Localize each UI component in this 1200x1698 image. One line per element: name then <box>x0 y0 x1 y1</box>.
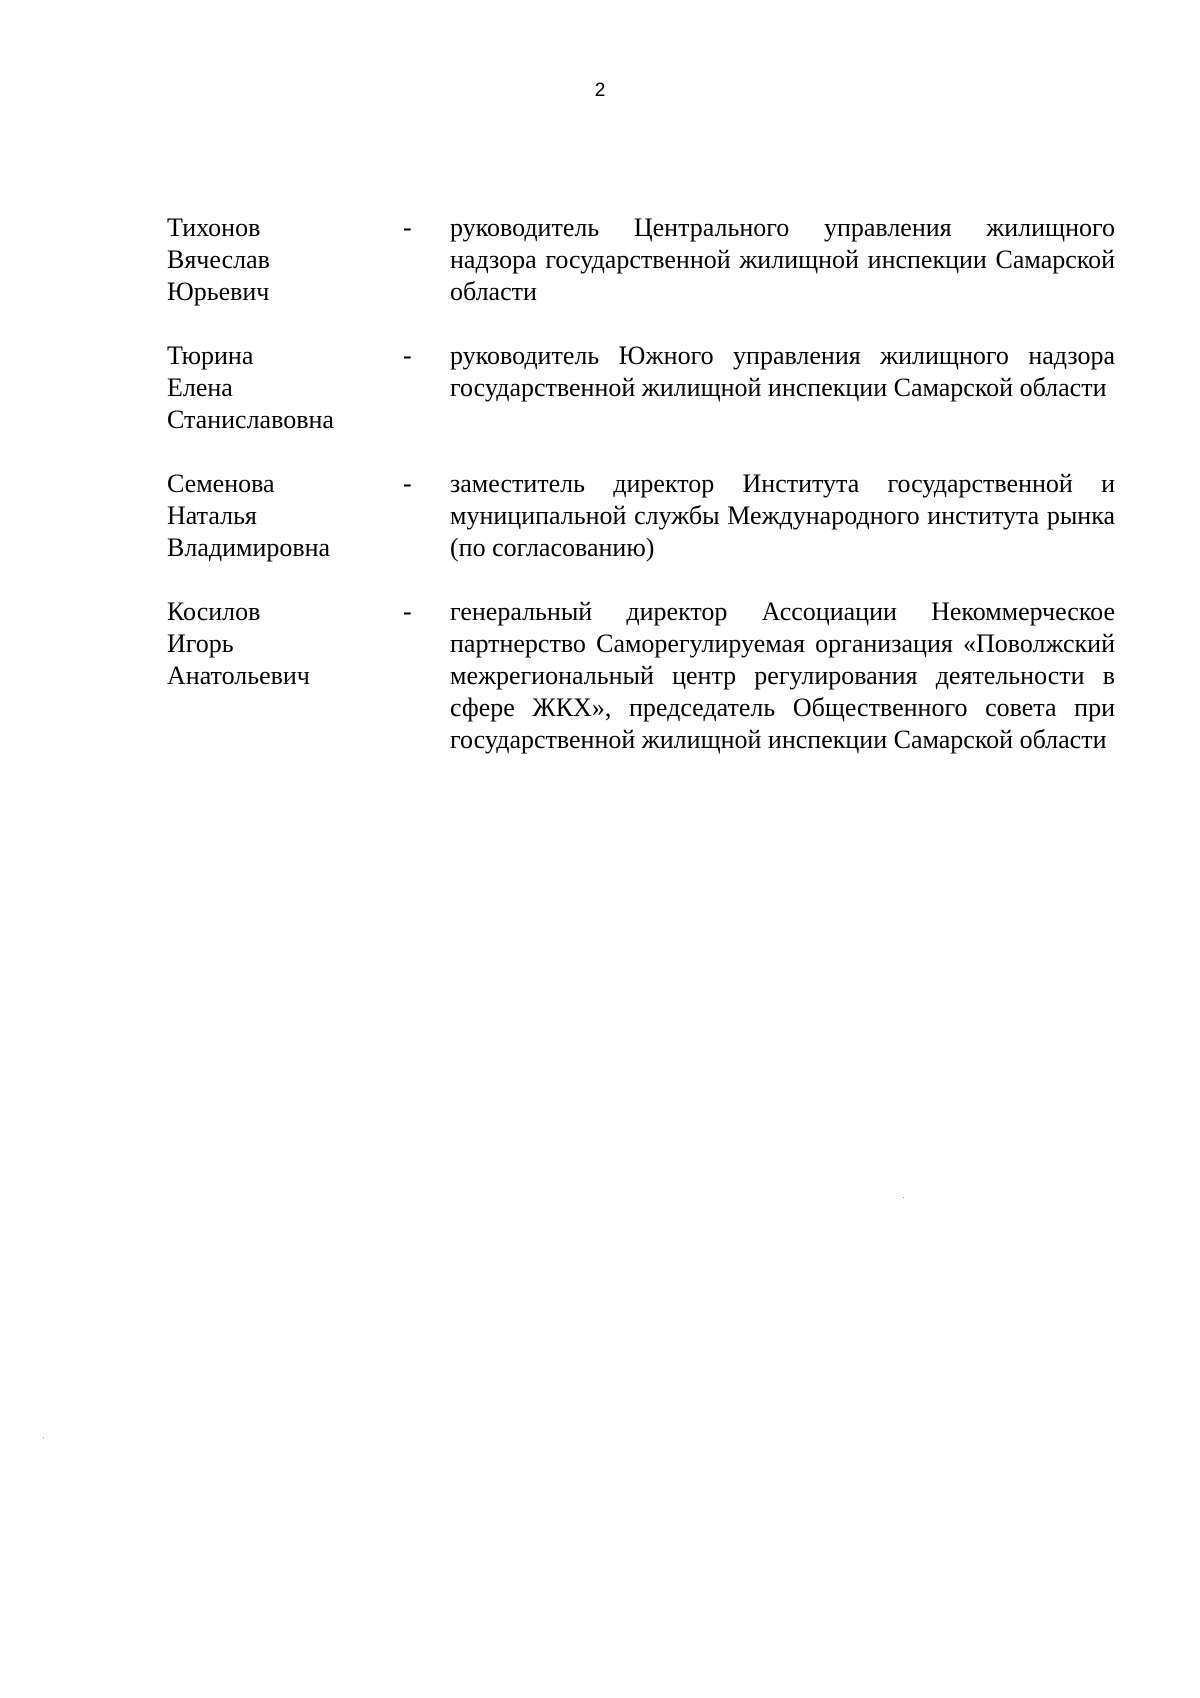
scan-speck <box>903 1197 904 1198</box>
member-dash: - <box>403 341 412 370</box>
member-surname: Тихонов <box>167 213 261 242</box>
member-name <box>167 212 397 308</box>
member-name <box>167 468 397 564</box>
member-role: руководитель Южного управления жилищного надзора государственной жилищной инспекции Самарской области <box>450 341 1115 402</box>
member-surname: Тюрина <box>167 341 254 370</box>
scan-speck <box>43 1437 44 1438</box>
member-first-name: Елена <box>167 373 233 402</box>
member-patronymic: Юрьевич <box>167 277 270 306</box>
member-entry <box>167 468 1115 564</box>
member-name <box>167 340 397 436</box>
member-first-name: Вячеслав <box>167 245 270 274</box>
member-first-name: Игорь <box>167 629 234 658</box>
member-role: генеральный директор Ассоциации Некоммерческое партнерство Саморегулируемая организация «Поволжский межрегиональный центр регулирования деятельности в сфере ЖКХ», председатель Общественного совета при государственной жилищной инспекции Самарской области <box>450 597 1115 754</box>
member-entry <box>167 212 1115 308</box>
member-patronymic: Анатольевич <box>167 661 310 690</box>
member-surname: Семенова <box>167 469 275 498</box>
member-role: руководитель Центрального управления жилищного надзора государственной жилищной инспекции Самарской области <box>450 213 1115 306</box>
member-dash: - <box>403 597 412 626</box>
page-number: 2 <box>594 80 606 101</box>
member-entry <box>167 340 1115 436</box>
member-name <box>167 596 397 692</box>
member-patronymic: Владимировна <box>167 533 331 562</box>
member-entry <box>167 596 1115 756</box>
member-first-name: Наталья <box>167 501 257 530</box>
member-role: заместитель директор Института государственной и муниципальной службы Международного института рынка (по согласованию) <box>450 469 1115 562</box>
member-dash: - <box>403 469 412 498</box>
member-surname: Косилов <box>167 597 261 626</box>
member-patronymic: Станиславовна <box>167 405 334 434</box>
member-dash: - <box>403 213 412 242</box>
member-list <box>167 212 1115 788</box>
